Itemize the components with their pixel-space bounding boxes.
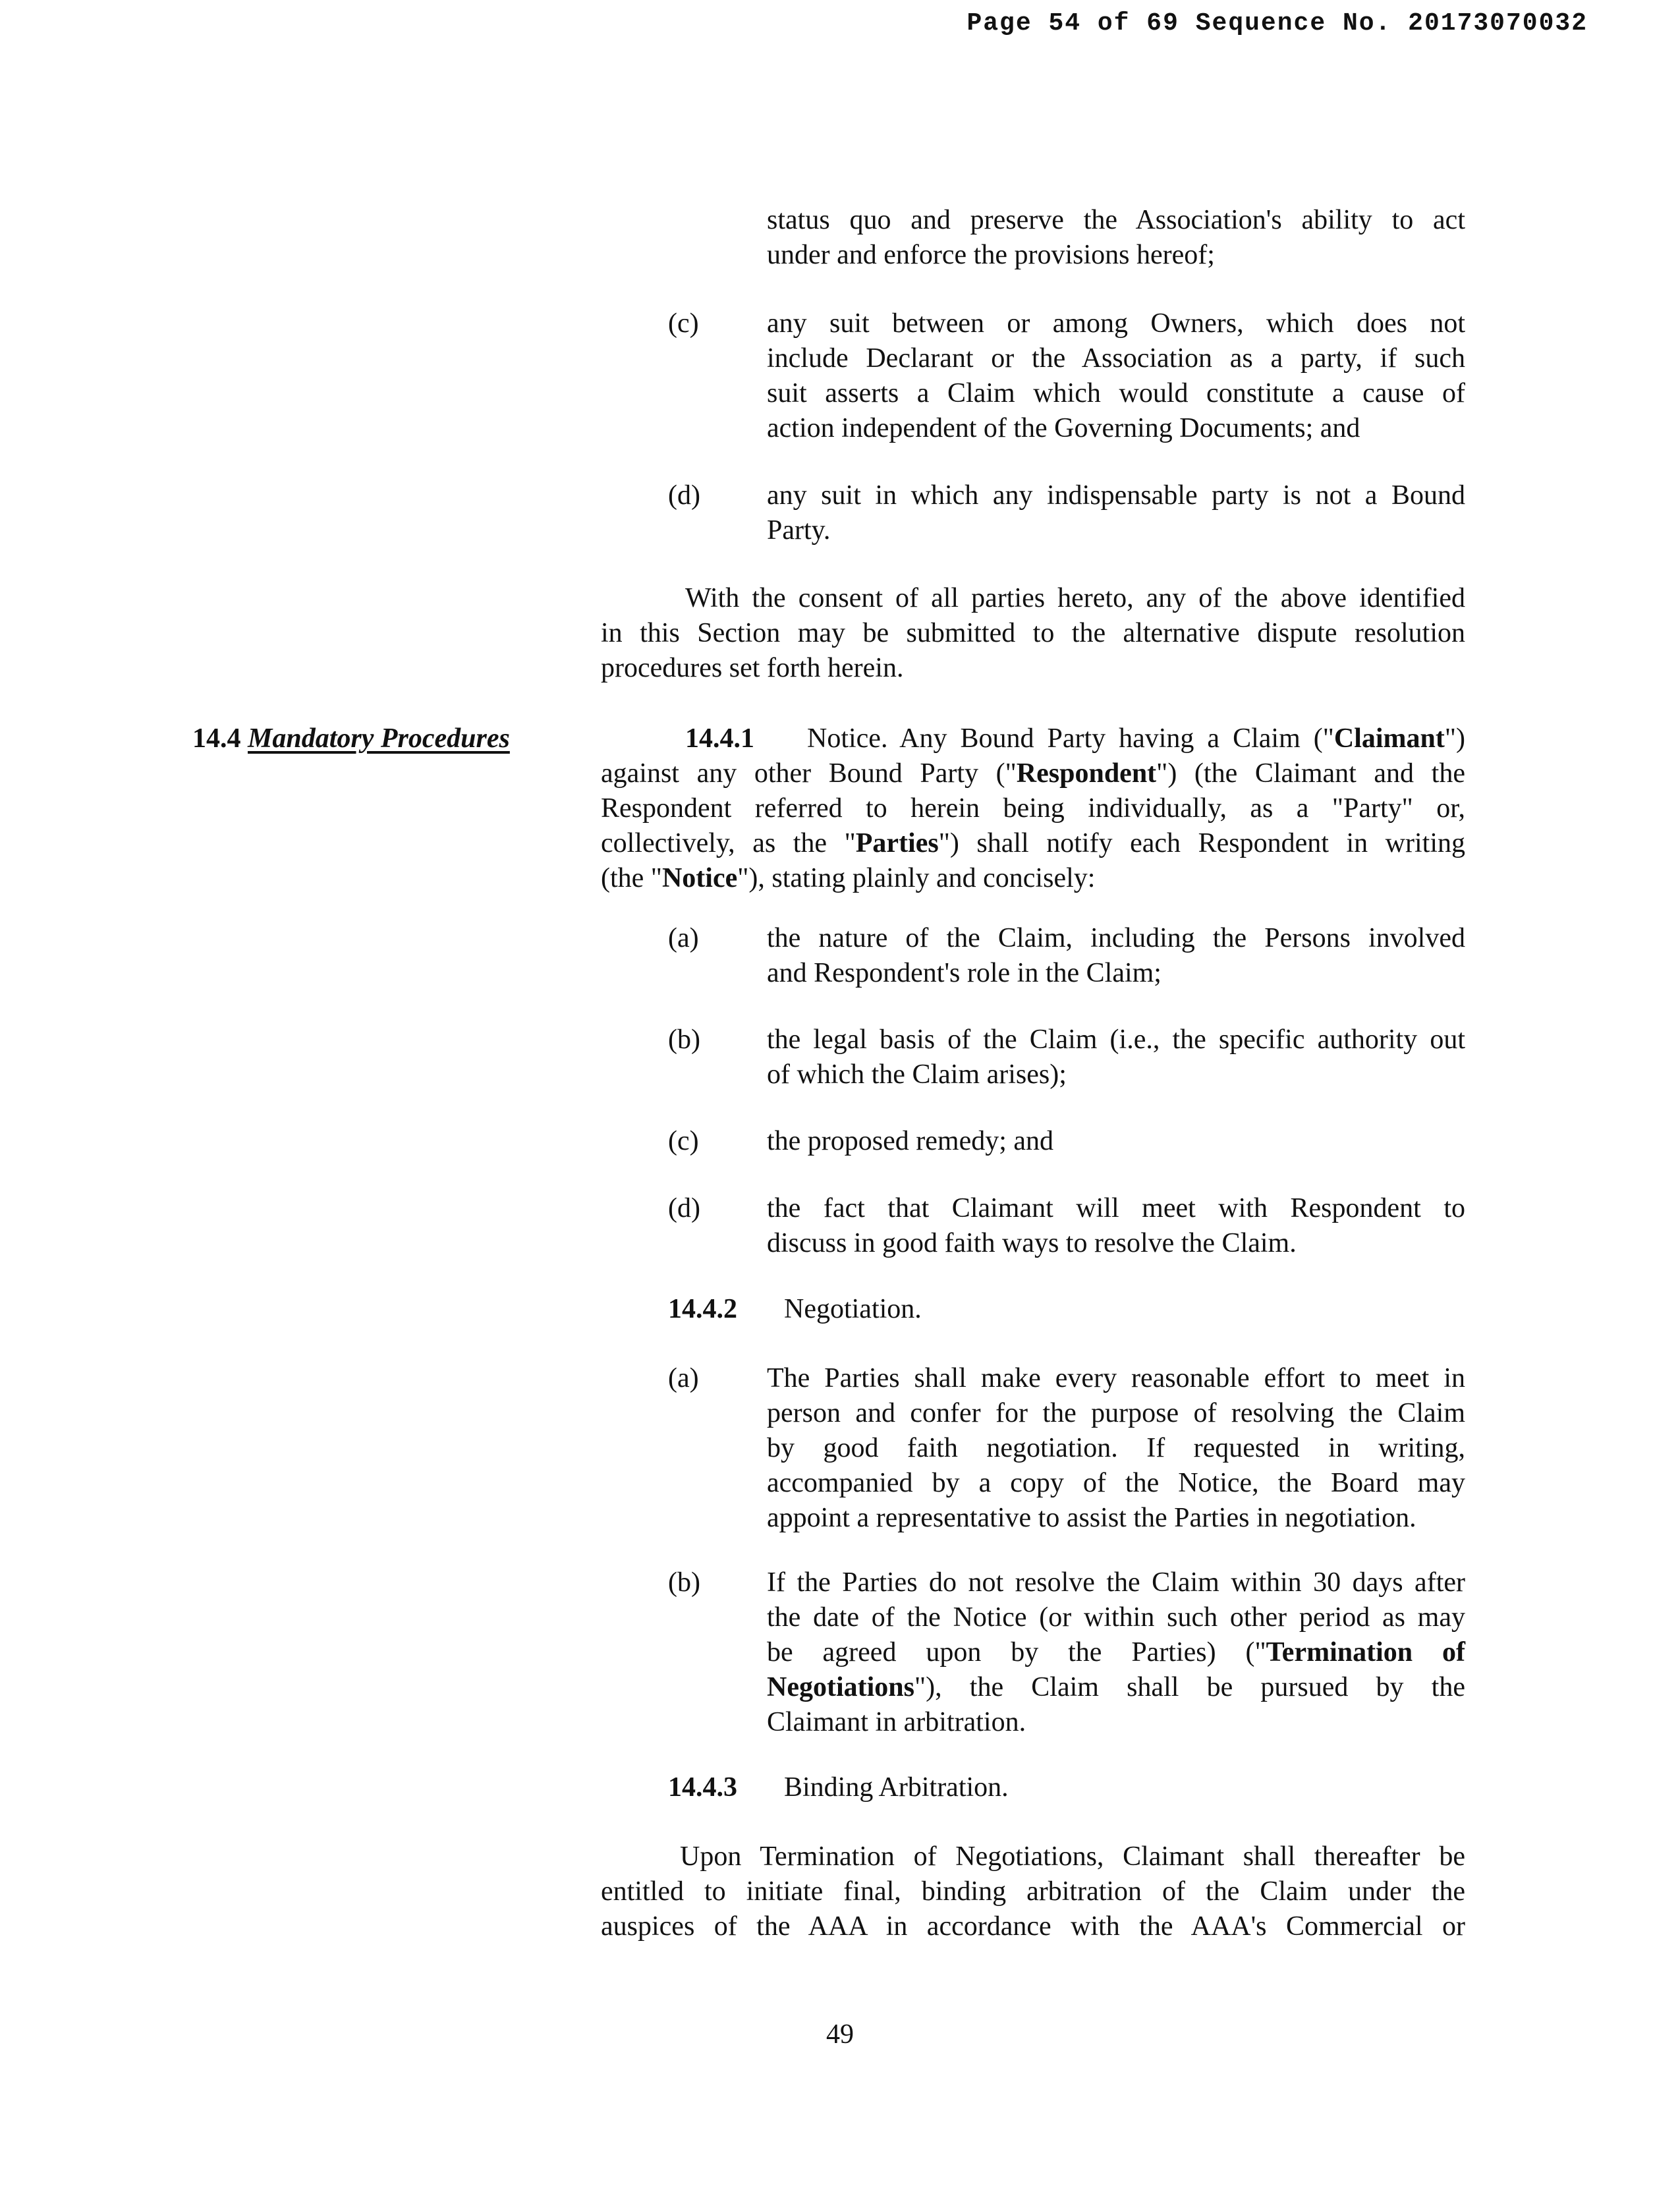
text-run: "), stating plainly and concisely: — [737, 863, 1096, 893]
list-marker: (a) — [668, 1363, 699, 1393]
text-line: Party. — [767, 515, 831, 546]
text-line: appoint a representative to assist the Parties in negotiation. — [767, 1503, 1416, 1533]
section-title: Mandatory Procedures — [248, 723, 510, 754]
list-item-text — [767, 1124, 1465, 1159]
text-line: entitled to initiate final, binding arbitration of the Claim under the — [601, 1876, 1465, 1907]
list-item-text — [767, 478, 1465, 548]
text-line: any suit in which any indispensable party is not a Bound — [767, 480, 1465, 511]
defined-term: Claimant — [1333, 723, 1445, 754]
consent-paragraph — [601, 581, 1465, 686]
list-item-text — [767, 921, 1465, 991]
list-item-text — [767, 1565, 1465, 1740]
list-marker: (c) — [668, 1126, 699, 1156]
text-run: (the " — [601, 863, 662, 893]
text-line: If the Parties do not resolve the Claim within 30 days after — [767, 1567, 1465, 1598]
page-header: Page 54 of 69 Sequence No. 20173070032 — [966, 9, 1588, 38]
text-line: auspices of the AAA in accordance with the AAA's Commercial or — [601, 1911, 1465, 1942]
text-line: any suit between or among Owners, which does not — [767, 308, 1465, 339]
text-line: under and enforce the provisions hereof; — [767, 240, 1215, 270]
text-line: The Parties shall make every reasonable effort to meet in — [767, 1363, 1465, 1393]
text-line — [601, 861, 1465, 896]
list-marker: (d) — [668, 480, 700, 511]
text-run: ") (the Claimant and the — [1156, 758, 1465, 789]
defined-term: Termination of — [1266, 1637, 1465, 1668]
text-line: suit asserts a Claim which would constitute a cause of — [767, 378, 1465, 408]
list-item-text — [767, 1361, 1465, 1536]
text-line: the date of the Notice (or within such other period as may — [767, 1602, 1465, 1633]
subsection-title: Binding Arbitration. — [784, 1772, 1009, 1803]
defined-term: Respondent — [1016, 758, 1157, 789]
text-line: and Respondent's role in the Claim; — [767, 958, 1162, 988]
text-line: the fact that Claimant will meet with Respondent to — [767, 1193, 1465, 1223]
list-item-text — [767, 306, 1465, 446]
text-line: by good faith negotiation. If requested in writing, — [767, 1433, 1465, 1463]
text-line: Upon Termination of Negotiations, Claimant shall thereafter be — [680, 1841, 1465, 1872]
arbitration-paragraph — [601, 1839, 1465, 1944]
text-run: Notice. Any Bound Party having a Claim (" — [807, 723, 1334, 754]
text-line: accompanied by a copy of the Notice, the Board may — [767, 1468, 1465, 1498]
list-item-text — [767, 1023, 1465, 1092]
text-line: person and confer for the purpose of resolving the Claim — [767, 1398, 1465, 1428]
list-marker: (a) — [668, 923, 699, 953]
text-line — [601, 756, 1465, 791]
notice-paragraph — [601, 721, 1465, 896]
list-marker: (c) — [668, 308, 699, 339]
list-marker: (b) — [668, 1024, 700, 1055]
list-marker: (b) — [668, 1567, 700, 1598]
text-line: include Declarant or the Association as a party, if such — [767, 343, 1465, 374]
text-line: the proposed remedy; and — [767, 1126, 1054, 1156]
section-number: 14.4 — [192, 723, 241, 754]
text-line: procedures set forth herein. — [601, 653, 904, 683]
list-item-text — [767, 1191, 1465, 1261]
text-line — [767, 1635, 1465, 1670]
text-line — [601, 826, 1465, 861]
text-line — [601, 721, 1465, 756]
text-line: discuss in good faith ways to resolve the Claim. — [767, 1228, 1297, 1258]
text-run: "), the Claim shall be pursued by the — [914, 1672, 1465, 1702]
text-line: Respondent referred to herein being individually, as a "Party" or, — [601, 793, 1465, 824]
subsection-title: Negotiation. — [784, 1294, 922, 1324]
list-marker: (d) — [668, 1193, 700, 1223]
defined-term: Parties — [855, 828, 939, 858]
subsection-number: 14.4.3 — [668, 1772, 737, 1803]
text-line — [767, 1670, 1465, 1705]
text-run: be agreed upon by the Parties) (" — [767, 1637, 1266, 1668]
section-heading — [192, 721, 510, 756]
text-run: collectively, as the " — [601, 828, 856, 858]
text-line: Claimant in arbitration. — [767, 1707, 1026, 1737]
page-number: 49 — [826, 2019, 854, 2050]
subsection-number: 14.4.2 — [668, 1294, 737, 1324]
subsection-number: 14.4.1 — [685, 723, 754, 754]
defined-term: Negotiations — [767, 1672, 914, 1702]
text-line: the nature of the Claim, including the Persons involved — [767, 923, 1465, 953]
continuation-text — [767, 203, 1465, 273]
text-line: of which the Claim arises); — [767, 1059, 1067, 1090]
text-run: against any other Bound Party (" — [601, 758, 1017, 789]
text-run: ") shall notify each Respondent in writing — [938, 828, 1465, 858]
text-run: ") — [1444, 723, 1466, 754]
text-line: the legal basis of the Claim (i.e., the specific authority out — [767, 1024, 1465, 1055]
text-line: With the consent of all parties hereto, any of the above identified — [685, 583, 1465, 613]
defined-term: Notice — [661, 863, 738, 893]
text-line: in this Section may be submitted to the alternative dispute resolution — [601, 618, 1465, 648]
text-line: action independent of the Governing Documents; and — [767, 413, 1360, 443]
text-line: status quo and preserve the Association's ability to act — [767, 205, 1465, 235]
